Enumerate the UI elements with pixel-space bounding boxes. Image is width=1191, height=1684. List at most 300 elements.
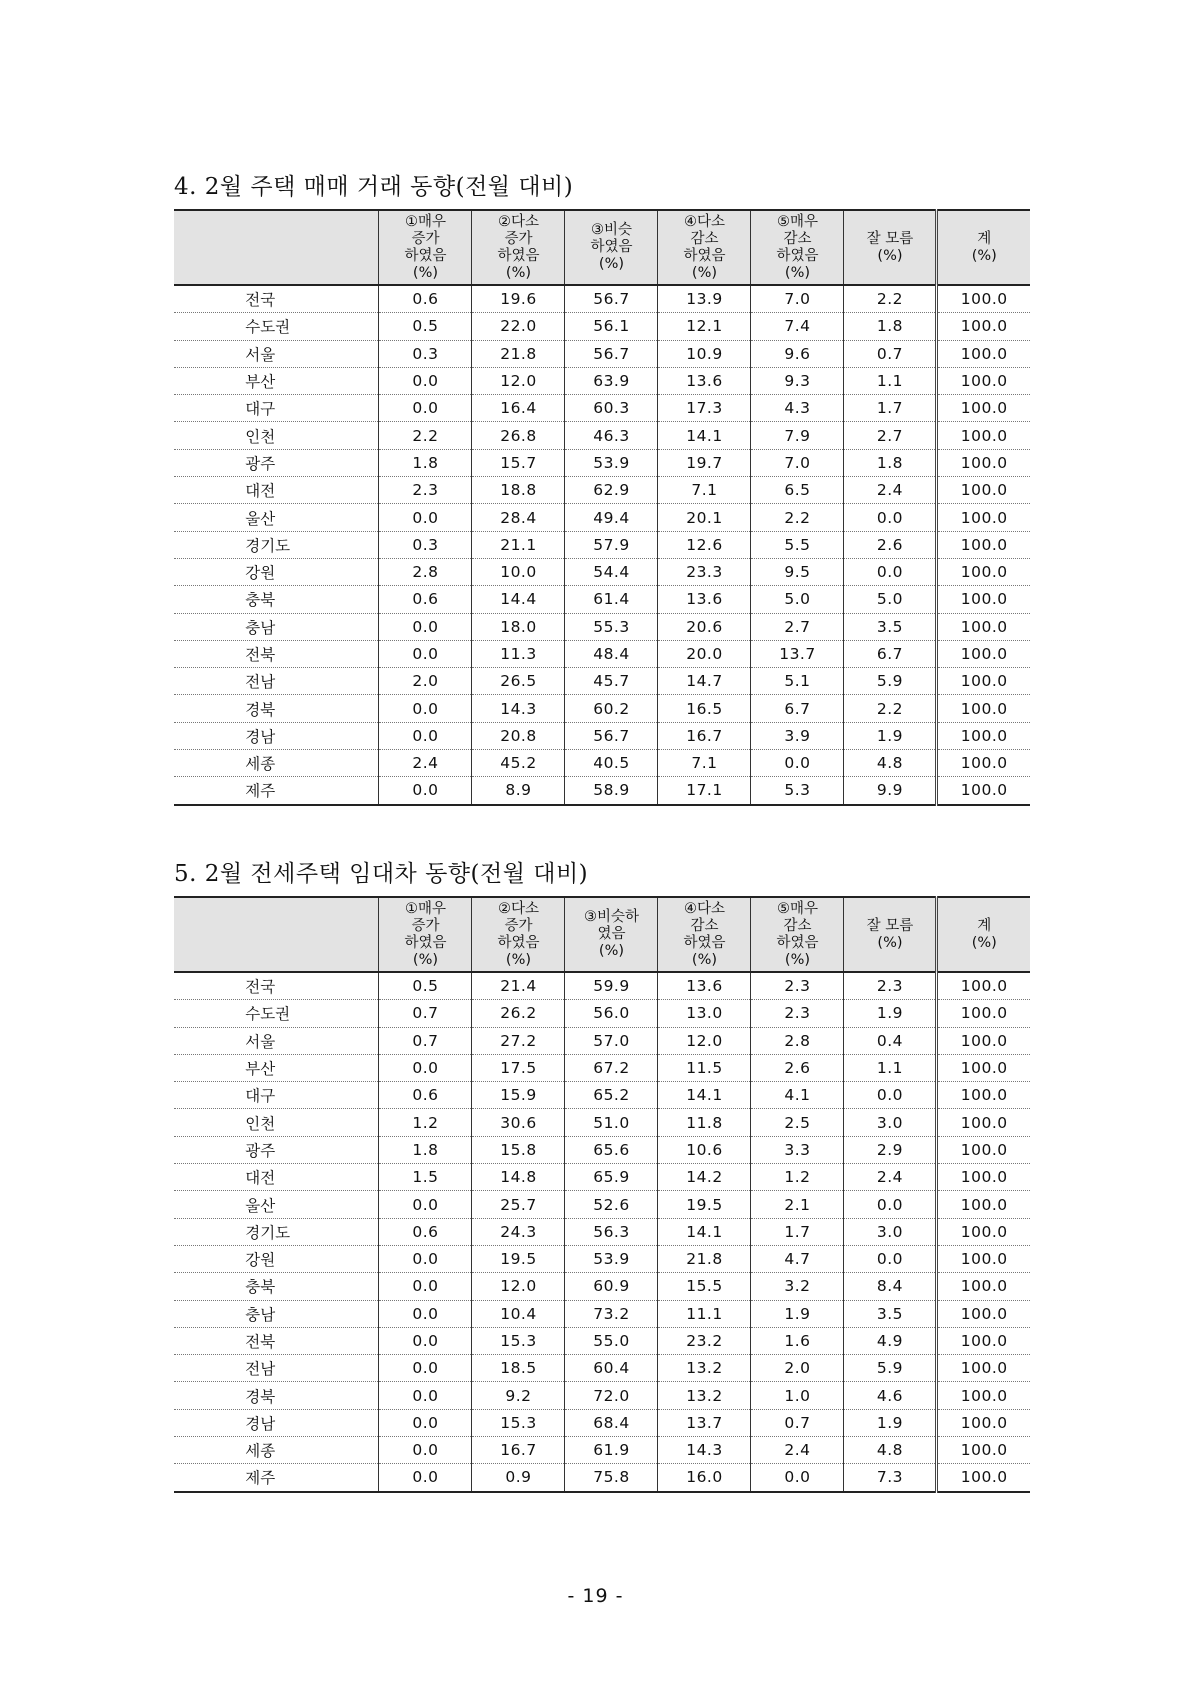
region-name: 세종 xyxy=(245,1442,276,1461)
region-cell xyxy=(174,1000,379,1027)
value-cell: 19.6 xyxy=(472,285,565,313)
region-cell xyxy=(174,1054,379,1081)
value-cell: 7.9 xyxy=(751,422,844,449)
value-cell: 100.0 xyxy=(937,449,1030,476)
table2-jeonse-lease xyxy=(174,896,1030,1493)
region-cell xyxy=(174,1218,379,1245)
value-cell: 100.0 xyxy=(937,1164,1030,1191)
value-cell: 53.9 xyxy=(565,1245,658,1272)
region-cell xyxy=(174,613,379,640)
region-cell xyxy=(174,1245,379,1272)
column-header: ②다소 증가 하였음 (%) xyxy=(472,897,565,972)
value-cell: 0.0 xyxy=(751,750,844,777)
column-header: ⑤매우 감소 하였음 (%) xyxy=(751,897,844,972)
value-cell: 11.5 xyxy=(658,1054,751,1081)
region-name: 세종 xyxy=(245,755,276,774)
region-name: 인천 xyxy=(245,427,276,446)
table-row xyxy=(174,1245,1030,1272)
table-row xyxy=(174,1164,1030,1191)
region-cell xyxy=(174,1300,379,1327)
value-cell: 0.4 xyxy=(844,1027,937,1054)
value-cell: 48.4 xyxy=(565,640,658,667)
region-cell xyxy=(174,640,379,667)
value-cell: 100.0 xyxy=(937,1054,1030,1081)
value-cell: 0.7 xyxy=(844,340,937,367)
value-cell: 46.3 xyxy=(565,422,658,449)
column-header: ②다소 증가 하였음 (%) xyxy=(472,210,565,285)
table-row xyxy=(174,1327,1030,1354)
value-cell: 40.5 xyxy=(565,750,658,777)
value-cell: 60.3 xyxy=(565,395,658,422)
value-cell: 0.0 xyxy=(379,1191,472,1218)
value-cell: 56.3 xyxy=(565,1218,658,1245)
column-header: ④다소 감소 하였음 (%) xyxy=(658,210,751,285)
table-row xyxy=(174,1136,1030,1163)
value-cell: 14.3 xyxy=(472,695,565,722)
value-cell: 1.8 xyxy=(379,1136,472,1163)
value-cell: 55.3 xyxy=(565,613,658,640)
value-cell: 100.0 xyxy=(937,558,1030,585)
value-cell: 0.0 xyxy=(844,558,937,585)
value-cell: 0.0 xyxy=(379,1245,472,1272)
region-name: 경북 xyxy=(245,700,276,719)
value-cell: 21.1 xyxy=(472,531,565,558)
region-cell xyxy=(174,285,379,313)
value-cell: 100.0 xyxy=(937,1409,1030,1436)
column-header: ⑤매우 감소 하였음 (%) xyxy=(751,210,844,285)
value-cell: 3.9 xyxy=(751,722,844,749)
value-cell: 0.0 xyxy=(844,1082,937,1109)
table1-title: 4. 2월 주택 매매 거래 동향(전월 대비) xyxy=(174,174,574,200)
value-cell: 13.6 xyxy=(658,972,751,1000)
value-cell: 13.6 xyxy=(658,586,751,613)
region-cell xyxy=(174,1464,379,1492)
value-cell: 2.3 xyxy=(751,1000,844,1027)
table-row xyxy=(174,1082,1030,1109)
value-cell: 100.0 xyxy=(937,1000,1030,1027)
value-cell: 60.2 xyxy=(565,695,658,722)
region-name: 서울 xyxy=(245,345,276,364)
region-cell xyxy=(174,586,379,613)
value-cell: 100.0 xyxy=(937,777,1030,805)
value-cell: 26.2 xyxy=(472,1000,565,1027)
table-row xyxy=(174,422,1030,449)
table-row xyxy=(174,1273,1030,1300)
value-cell: 0.0 xyxy=(379,613,472,640)
value-cell: 4.7 xyxy=(751,1245,844,1272)
value-cell: 16.5 xyxy=(658,695,751,722)
value-cell: 61.9 xyxy=(565,1437,658,1464)
value-cell: 19.5 xyxy=(658,1191,751,1218)
region-cell xyxy=(174,1027,379,1054)
value-cell: 2.2 xyxy=(844,285,937,313)
value-cell: 21.8 xyxy=(472,340,565,367)
region-name: 충북 xyxy=(245,591,276,610)
value-cell: 12.0 xyxy=(472,1273,565,1300)
region-name: 충남 xyxy=(245,1305,276,1324)
region-cell xyxy=(174,558,379,585)
region-cell xyxy=(174,668,379,695)
value-cell: 0.0 xyxy=(379,640,472,667)
value-cell: 13.2 xyxy=(658,1355,751,1382)
value-cell: 0.0 xyxy=(379,1054,472,1081)
value-cell: 12.0 xyxy=(658,1027,751,1054)
value-cell: 0.0 xyxy=(379,367,472,394)
value-cell: 100.0 xyxy=(937,313,1030,340)
value-cell: 8.9 xyxy=(472,777,565,805)
value-cell: 2.4 xyxy=(379,750,472,777)
value-cell: 0.0 xyxy=(379,1355,472,1382)
value-cell: 11.8 xyxy=(658,1109,751,1136)
value-cell: 2.8 xyxy=(751,1027,844,1054)
value-cell: 9.3 xyxy=(751,367,844,394)
value-cell: 60.4 xyxy=(565,1355,658,1382)
value-cell: 0.0 xyxy=(379,1300,472,1327)
region-name: 전북 xyxy=(245,646,276,664)
value-cell: 13.6 xyxy=(658,367,751,394)
value-cell: 3.3 xyxy=(751,1136,844,1163)
value-cell: 5.3 xyxy=(751,777,844,805)
table-row xyxy=(174,668,1030,695)
value-cell: 56.7 xyxy=(565,340,658,367)
value-cell: 65.9 xyxy=(565,1164,658,1191)
value-cell: 1.2 xyxy=(751,1164,844,1191)
value-cell: 75.8 xyxy=(565,1464,658,1492)
region-cell xyxy=(174,1355,379,1382)
value-cell: 100.0 xyxy=(937,613,1030,640)
value-cell: 2.9 xyxy=(844,1136,937,1163)
value-cell: 23.3 xyxy=(658,558,751,585)
value-cell: 26.5 xyxy=(472,668,565,695)
value-cell: 4.8 xyxy=(844,1437,937,1464)
column-header: 계 (%) xyxy=(937,897,1030,972)
table-row xyxy=(174,722,1030,749)
value-cell: 5.9 xyxy=(844,1355,937,1382)
value-cell: 13.7 xyxy=(751,640,844,667)
region-cell xyxy=(174,750,379,777)
column-header: ③비슷하 였음 (%) xyxy=(565,897,658,972)
value-cell: 15.3 xyxy=(472,1327,565,1354)
table-row xyxy=(174,1191,1030,1218)
value-cell: 67.2 xyxy=(565,1054,658,1081)
value-cell: 21.8 xyxy=(658,1245,751,1272)
value-cell: 100.0 xyxy=(937,750,1030,777)
value-cell: 100.0 xyxy=(937,722,1030,749)
value-cell: 2.6 xyxy=(751,1054,844,1081)
table1-body xyxy=(174,285,1030,805)
region-name: 수도권 xyxy=(245,1005,291,1024)
value-cell: 1.1 xyxy=(844,1054,937,1081)
region-cell xyxy=(174,1191,379,1218)
region-name: 대전 xyxy=(245,482,276,501)
column-header: ④다소 감소 하였음 (%) xyxy=(658,897,751,972)
value-cell: 54.4 xyxy=(565,558,658,585)
table-row xyxy=(174,285,1030,313)
region-cell xyxy=(174,449,379,476)
value-cell: 68.4 xyxy=(565,1409,658,1436)
region-name: 제주 xyxy=(245,1469,276,1488)
column-header: 잘 모름 (%) xyxy=(844,897,937,972)
value-cell: 0.6 xyxy=(379,586,472,613)
value-cell: 100.0 xyxy=(937,1437,1030,1464)
table-row xyxy=(174,1054,1030,1081)
value-cell: 73.2 xyxy=(565,1300,658,1327)
value-cell: 100.0 xyxy=(937,367,1030,394)
value-cell: 1.9 xyxy=(844,722,937,749)
value-cell: 56.7 xyxy=(565,285,658,313)
value-cell: 100.0 xyxy=(937,340,1030,367)
value-cell: 1.7 xyxy=(751,1218,844,1245)
region-name: 광주 xyxy=(245,1141,276,1160)
value-cell: 4.1 xyxy=(751,1082,844,1109)
region-cell xyxy=(174,313,379,340)
table-row xyxy=(174,1437,1030,1464)
table-row xyxy=(174,972,1030,1000)
column-header: ①매우 증가 하였음 (%) xyxy=(379,897,472,972)
value-cell: 1.7 xyxy=(844,395,937,422)
value-cell: 7.0 xyxy=(751,285,844,313)
value-cell: 10.0 xyxy=(472,558,565,585)
value-cell: 22.0 xyxy=(472,313,565,340)
table-row xyxy=(174,395,1030,422)
table-row xyxy=(174,1000,1030,1027)
value-cell: 1.8 xyxy=(844,313,937,340)
value-cell: 100.0 xyxy=(937,422,1030,449)
value-cell: 57.0 xyxy=(565,1027,658,1054)
value-cell: 100.0 xyxy=(937,1273,1030,1300)
table-row xyxy=(174,613,1030,640)
table-row xyxy=(174,313,1030,340)
region-cell xyxy=(174,1164,379,1191)
value-cell: 100.0 xyxy=(937,395,1030,422)
value-cell: 2.7 xyxy=(751,613,844,640)
value-cell: 15.9 xyxy=(472,1082,565,1109)
region-cell xyxy=(174,1327,379,1354)
value-cell: 0.6 xyxy=(379,1218,472,1245)
value-cell: 55.0 xyxy=(565,1327,658,1354)
value-cell: 1.1 xyxy=(844,367,937,394)
region-name: 대구 xyxy=(245,1087,276,1106)
value-cell: 0.7 xyxy=(379,1000,472,1027)
value-cell: 18.8 xyxy=(472,477,565,504)
value-cell: 0.3 xyxy=(379,531,472,558)
value-cell: 2.2 xyxy=(844,695,937,722)
region-cell xyxy=(174,972,379,1000)
value-cell: 100.0 xyxy=(937,1218,1030,1245)
value-cell: 56.1 xyxy=(565,313,658,340)
value-cell: 12.0 xyxy=(472,367,565,394)
value-cell: 2.4 xyxy=(844,1164,937,1191)
value-cell: 100.0 xyxy=(937,477,1030,504)
value-cell: 63.9 xyxy=(565,367,658,394)
region-name: 부산 xyxy=(245,1060,276,1079)
value-cell: 13.7 xyxy=(658,1409,751,1436)
region-name: 경남 xyxy=(245,727,276,746)
region-cell xyxy=(174,1273,379,1300)
value-cell: 9.9 xyxy=(844,777,937,805)
value-cell: 5.9 xyxy=(844,668,937,695)
value-cell: 4.3 xyxy=(751,395,844,422)
value-cell: 9.5 xyxy=(751,558,844,585)
value-cell: 14.2 xyxy=(658,1164,751,1191)
value-cell: 20.0 xyxy=(658,640,751,667)
value-cell: 3.5 xyxy=(844,613,937,640)
value-cell: 17.1 xyxy=(658,777,751,805)
value-cell: 20.6 xyxy=(658,613,751,640)
table-row xyxy=(174,1464,1030,1492)
value-cell: 58.9 xyxy=(565,777,658,805)
table2-title: 5. 2월 전세주택 임대차 동향(전월 대비) xyxy=(174,861,589,887)
header-region-column xyxy=(174,897,379,972)
table-row xyxy=(174,367,1030,394)
value-cell: 7.1 xyxy=(658,477,751,504)
value-cell: 1.8 xyxy=(379,449,472,476)
region-cell xyxy=(174,422,379,449)
value-cell: 14.3 xyxy=(658,1437,751,1464)
value-cell: 2.3 xyxy=(844,972,937,1000)
value-cell: 100.0 xyxy=(937,504,1030,531)
region-name: 수도권 xyxy=(245,318,291,337)
value-cell: 100.0 xyxy=(937,695,1030,722)
value-cell: 56.7 xyxy=(565,722,658,749)
value-cell: 21.4 xyxy=(472,972,565,1000)
value-cell: 3.0 xyxy=(844,1109,937,1136)
value-cell: 30.6 xyxy=(472,1109,565,1136)
value-cell: 8.4 xyxy=(844,1273,937,1300)
value-cell: 100.0 xyxy=(937,1109,1030,1136)
table1-header-row xyxy=(174,210,1030,285)
value-cell: 10.9 xyxy=(658,340,751,367)
value-cell: 9.2 xyxy=(472,1382,565,1409)
value-cell: 100.0 xyxy=(937,668,1030,695)
value-cell: 5.1 xyxy=(751,668,844,695)
region-cell xyxy=(174,1382,379,1409)
region-cell xyxy=(174,504,379,531)
value-cell: 6.7 xyxy=(844,640,937,667)
value-cell: 20.1 xyxy=(658,504,751,531)
value-cell: 5.5 xyxy=(751,531,844,558)
value-cell: 12.1 xyxy=(658,313,751,340)
value-cell: 100.0 xyxy=(937,531,1030,558)
region-cell xyxy=(174,1082,379,1109)
region-name: 충북 xyxy=(245,1278,276,1297)
table-row xyxy=(174,558,1030,585)
value-cell: 1.0 xyxy=(751,1382,844,1409)
value-cell: 10.6 xyxy=(658,1136,751,1163)
value-cell: 0.6 xyxy=(379,1082,472,1109)
value-cell: 100.0 xyxy=(937,1382,1030,1409)
value-cell: 62.9 xyxy=(565,477,658,504)
value-cell: 2.2 xyxy=(751,504,844,531)
region-cell xyxy=(174,340,379,367)
value-cell: 100.0 xyxy=(937,1136,1030,1163)
value-cell: 5.0 xyxy=(751,586,844,613)
value-cell: 65.6 xyxy=(565,1136,658,1163)
value-cell: 11.1 xyxy=(658,1300,751,1327)
value-cell: 0.0 xyxy=(379,395,472,422)
value-cell: 14.7 xyxy=(658,668,751,695)
value-cell: 15.7 xyxy=(472,449,565,476)
value-cell: 0.0 xyxy=(844,1245,937,1272)
value-cell: 100.0 xyxy=(937,285,1030,313)
value-cell: 7.4 xyxy=(751,313,844,340)
value-cell: 20.8 xyxy=(472,722,565,749)
value-cell: 16.4 xyxy=(472,395,565,422)
region-cell xyxy=(174,695,379,722)
value-cell: 45.2 xyxy=(472,750,565,777)
value-cell: 1.6 xyxy=(751,1327,844,1354)
column-header: 잘 모름 (%) xyxy=(844,210,937,285)
table1-housing-sales xyxy=(174,209,1030,806)
value-cell: 7.0 xyxy=(751,449,844,476)
value-cell: 11.3 xyxy=(472,640,565,667)
value-cell: 18.0 xyxy=(472,613,565,640)
value-cell: 2.4 xyxy=(751,1437,844,1464)
value-cell: 0.5 xyxy=(379,313,472,340)
value-cell: 18.5 xyxy=(472,1355,565,1382)
value-cell: 65.2 xyxy=(565,1082,658,1109)
column-header: 계 (%) xyxy=(937,210,1030,285)
value-cell: 14.4 xyxy=(472,586,565,613)
region-cell xyxy=(174,1136,379,1163)
value-cell: 0.0 xyxy=(379,695,472,722)
region-cell xyxy=(174,531,379,558)
table-row xyxy=(174,449,1030,476)
value-cell: 16.0 xyxy=(658,1464,751,1492)
value-cell: 100.0 xyxy=(937,1355,1030,1382)
region-cell xyxy=(174,1409,379,1436)
value-cell: 61.4 xyxy=(565,586,658,613)
value-cell: 2.6 xyxy=(844,531,937,558)
table-row xyxy=(174,1382,1030,1409)
region-name: 전국 xyxy=(245,978,276,997)
region-name: 대전 xyxy=(245,1169,276,1188)
region-name: 인천 xyxy=(245,1114,276,1133)
value-cell: 0.0 xyxy=(379,1409,472,1436)
region-name: 대구 xyxy=(245,400,276,419)
value-cell: 6.5 xyxy=(751,477,844,504)
value-cell: 57.9 xyxy=(565,531,658,558)
value-cell: 0.3 xyxy=(379,340,472,367)
value-cell: 56.0 xyxy=(565,1000,658,1027)
value-cell: 0.0 xyxy=(379,722,472,749)
value-cell: 0.5 xyxy=(379,972,472,1000)
table-row xyxy=(174,1027,1030,1054)
table-row xyxy=(174,1409,1030,1436)
region-name: 강원 xyxy=(245,564,276,583)
value-cell: 45.7 xyxy=(565,668,658,695)
value-cell: 0.0 xyxy=(379,1273,472,1300)
value-cell: 49.4 xyxy=(565,504,658,531)
value-cell: 4.6 xyxy=(844,1382,937,1409)
value-cell: 100.0 xyxy=(937,1191,1030,1218)
region-name: 경남 xyxy=(245,1414,276,1433)
value-cell: 2.7 xyxy=(844,422,937,449)
value-cell: 0.6 xyxy=(379,285,472,313)
table-row xyxy=(174,1355,1030,1382)
region-name: 경기도 xyxy=(245,536,291,555)
value-cell: 26.8 xyxy=(472,422,565,449)
table-row xyxy=(174,750,1030,777)
table-row xyxy=(174,1218,1030,1245)
value-cell: 100.0 xyxy=(937,1327,1030,1354)
region-name: 전남 xyxy=(245,673,276,692)
header-region-column xyxy=(174,210,379,285)
value-cell: 13.2 xyxy=(658,1382,751,1409)
table-row xyxy=(174,695,1030,722)
value-cell: 100.0 xyxy=(937,1245,1030,1272)
region-name: 경북 xyxy=(245,1387,276,1406)
